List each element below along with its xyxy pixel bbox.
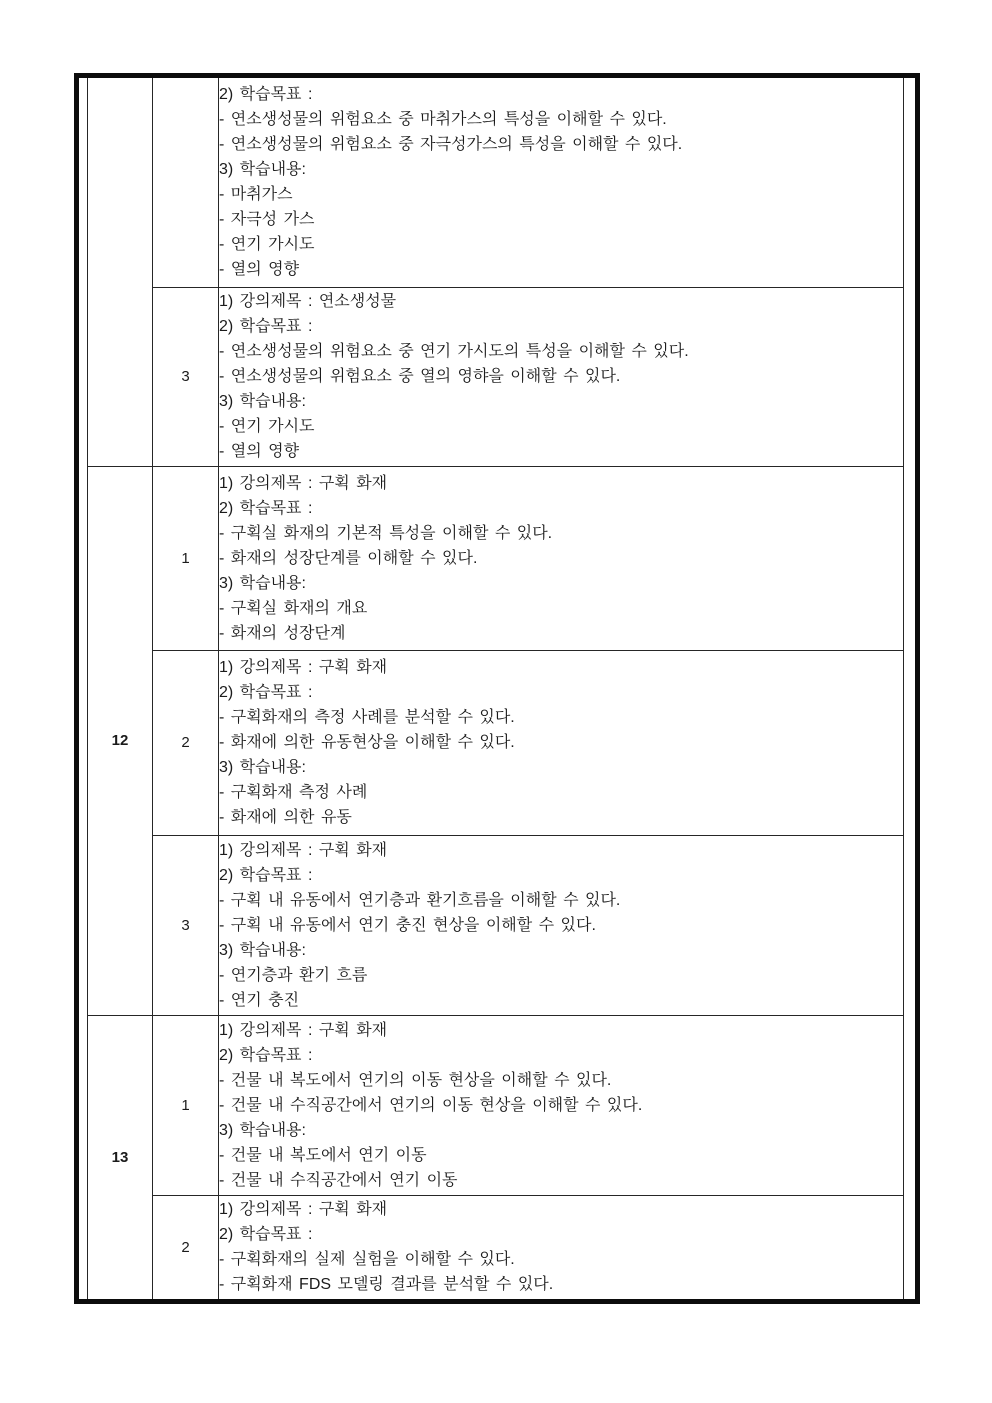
table-row [88, 466, 904, 650]
content-line: - 구획화재의 측정 사례를 분석할 수 있다. [219, 709, 515, 726]
content-line: 2) 학습목표 : [219, 499, 313, 517]
content-line: - 열의 영향 [219, 443, 300, 460]
session-number-cell: 3 [153, 835, 219, 1015]
content-line: - 화재의 성장단계를 이해할 수 있다. [219, 549, 478, 567]
content-line: - 자극성 가스 [219, 211, 315, 229]
session-number-cell: 3 [153, 287, 219, 466]
lecture-detail-cell [219, 287, 904, 466]
content-line: 1) 강의제목 : 구획 화재 [219, 659, 388, 676]
content-line: 2) 학습목표 : [219, 318, 313, 335]
content-line: 3) 학습내용: [219, 1121, 306, 1139]
table-row [88, 287, 904, 466]
lecture-detail-cell [219, 835, 904, 1015]
content-line: - 열의 영향 [219, 261, 300, 279]
content-line: - 연소생성물의 위험요소 중 마취가스의 특성을 이해할 수 있다. [219, 111, 667, 129]
content-line: 3) 학습내용: [219, 941, 306, 959]
content-line: - 마취가스 [219, 186, 293, 204]
content-line: - 화재의 성장단계 [219, 624, 346, 642]
content-line: 3) 학습내용: [219, 574, 306, 592]
lecture-plan-table-body [88, 78, 904, 1299]
session-number-cell [153, 78, 219, 287]
content-line: - 구획실 화재의 개요 [219, 599, 368, 617]
lecture-detail-cell [219, 1195, 904, 1299]
content-line: - 연기 가시도 [219, 236, 315, 254]
content-line: - 연소생성물의 위험요소 중 열의 영햐을 이해할 수 있다. [219, 368, 621, 385]
content-line: 1) 강의제목 : 구획 화재 [219, 474, 388, 492]
content-line: 2) 학습목표 : [219, 86, 313, 104]
table-row [88, 1015, 904, 1195]
content-line: - 구획실 화재의 기본적 특성을 이해할 수 있다. [219, 524, 553, 542]
document-page-frame [74, 73, 920, 1304]
content-line: 1) 강의제목 : 구획 화재 [219, 1021, 388, 1039]
content-line: - 구획화재의 실제 실험을 이해할 수 있다. [219, 1251, 515, 1269]
week-number-cell: 12 [88, 466, 153, 1015]
lecture-detail-cell [219, 650, 904, 835]
content-line: - 구획화재 FDS 모델링 결과를 분석할 수 있다. [219, 1276, 554, 1294]
content-line: - 연기층과 환기 흐름 [219, 966, 368, 984]
content-line: - 연기 가시도 [219, 418, 315, 435]
content-line: - 화재에 의한 유동 [219, 809, 352, 826]
week-number-cell [88, 78, 153, 466]
lecture-detail-cell [219, 466, 904, 650]
table-row [88, 650, 904, 835]
week-number-cell: 13 [88, 1015, 153, 1299]
content-line: - 연기 충진 [219, 991, 300, 1009]
content-line: 2) 학습목표 : [219, 1226, 313, 1244]
content-line: - 건물 내 복도에서 연기 이동 [219, 1146, 427, 1164]
content-line: - 연소생성물의 위험요소 중 연기 가시도의 특성을 이해할 수 있다. [219, 343, 689, 360]
content-line: - 구획화재 측정 사례 [219, 784, 368, 801]
lecture-plan-table [87, 78, 904, 1299]
content-line: - 화재에 의한 유동현상을 이해할 수 있다. [219, 734, 515, 751]
content-line: - 구획 내 유동에서 연기층과 환기흐름을 이해할 수 있다. [219, 891, 621, 909]
content-line: 2) 학습목표 : [219, 684, 313, 701]
table-row [88, 835, 904, 1015]
content-line: 1) 강의제목 : 구획 화재 [219, 1201, 388, 1219]
content-line: 3) 학습내용: [219, 759, 306, 776]
content-line: 3) 학습내용: [219, 161, 306, 179]
content-line: - 건물 내 수직공간에서 연기 이동 [219, 1171, 458, 1189]
content-line: 1) 강의제목 : 연소생성물 [219, 293, 397, 310]
content-line: 2) 학습목표 : [219, 1046, 313, 1064]
table-row [88, 1195, 904, 1299]
session-number-cell: 2 [153, 650, 219, 835]
content-line: 3) 학습내용: [219, 393, 306, 410]
session-number-cell: 1 [153, 1015, 219, 1195]
content-line: - 건물 내 수직공간에서 연기의 이동 현상을 이해할 수 있다. [219, 1096, 643, 1114]
content-line: - 연소생성물의 위험요소 중 자극성가스의 특성을 이해할 수 있다. [219, 136, 683, 154]
content-line: - 건물 내 복도에서 연기의 이동 현상을 이해할 수 있다. [219, 1071, 612, 1089]
session-number-cell: 1 [153, 466, 219, 650]
table-row [88, 78, 904, 287]
content-line: - 구획 내 유동에서 연기 충진 현상을 이해할 수 있다. [219, 916, 596, 934]
session-number-cell: 2 [153, 1195, 219, 1299]
content-line: 1) 강의제목 : 구획 화재 [219, 841, 388, 859]
content-line: 2) 학습목표 : [219, 866, 313, 884]
lecture-detail-cell [219, 78, 904, 287]
lecture-detail-cell [219, 1015, 904, 1195]
